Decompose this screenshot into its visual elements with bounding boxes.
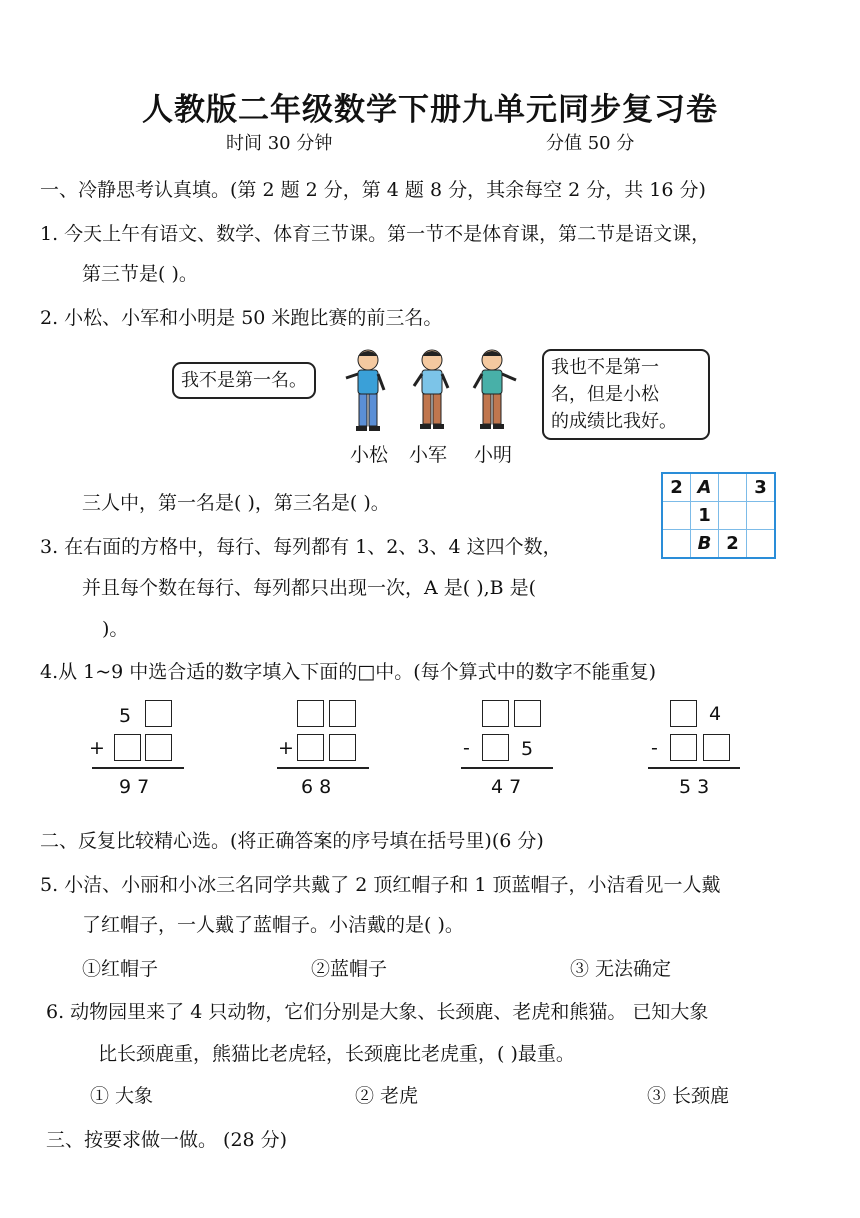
result: 5 3 (679, 776, 710, 798)
q2-answer-line: 三人中，第一名是( )，第三名是( )。 (82, 492, 390, 514)
digit: 4 (709, 703, 722, 725)
plus-sign: + (89, 737, 105, 759)
grid-cell (662, 502, 691, 530)
grid-cell: 1 (691, 502, 719, 530)
boy-xiaoming-figure (474, 350, 516, 429)
answer-box[interactable] (482, 700, 509, 727)
page-title: 人教版二年级数学下册九单元同步复习卷 (142, 92, 718, 128)
q5-option-2: ②蓝帽子 (311, 958, 388, 980)
section1-heading: 一、冷静思考认真填。(第 2 题 2 分，第 4 题 8 分，其余每空 2 分，共 16 分) (40, 179, 706, 201)
difference-line (461, 767, 553, 769)
q1-line2: 第三节是( )。 (82, 263, 198, 285)
grid-cell (719, 473, 747, 502)
grid-cell: 3 (747, 473, 776, 502)
answer-box[interactable] (114, 734, 141, 761)
plus-sign: + (278, 737, 294, 759)
grid-cell: B (691, 530, 719, 559)
q3-line3: )。 (102, 618, 129, 640)
q6-option-2: ② 老虎 (355, 1085, 419, 1107)
boys-illustration (340, 346, 540, 438)
answer-box[interactable] (145, 700, 172, 727)
q5-option-3: ③ 无法确定 (570, 958, 672, 980)
sum-line (277, 767, 369, 769)
grid-cell (662, 530, 691, 559)
q3-line1: 3. 在右面的方格中，每行、每列都有 1、2、3、4 这四个数， (40, 536, 562, 558)
answer-box[interactable] (703, 734, 730, 761)
q1-line1: 1. 今天上午有语文、数学、体育三节课。第一节不是体育课，第二节是语文课， (40, 223, 711, 245)
answer-box[interactable] (482, 734, 509, 761)
q3-line2: 并且每个数在每行、每列都只出现一次，A 是( ),B 是( (82, 577, 537, 599)
grid-cell (719, 502, 747, 530)
answer-box[interactable] (329, 734, 356, 761)
result: 4 7 (491, 776, 522, 798)
answer-box[interactable] (297, 734, 324, 761)
grid-cell: 2 (719, 530, 747, 559)
answer-box[interactable] (514, 700, 541, 727)
label-xiaoming: 小明 (474, 444, 513, 466)
section2-heading: 二、反复比较精心选。(将正确答案的序号填在括号里)(6 分) (40, 830, 544, 852)
bubble-right-line: 名，但是小松 (551, 384, 659, 405)
q6-option-3: ③ 长颈鹿 (647, 1085, 730, 1107)
result: 6 8 (301, 776, 332, 798)
grid-cell: A (691, 473, 719, 502)
speech-bubble-left: 我不是第一名。 (172, 362, 316, 399)
number-grid (661, 472, 776, 559)
total-score: 分值 50 分 (546, 133, 635, 154)
answer-box[interactable] (329, 700, 356, 727)
boy-xiaojun-figure (414, 350, 448, 429)
q5-line2: 了红帽子，一人戴了蓝帽子。小洁戴的是( )。 (82, 914, 464, 936)
q5-option-1: ①红帽子 (82, 958, 159, 980)
label-xiaojun: 小军 (409, 444, 448, 466)
q6-line1: 6. 动物园里来了 4 只动物，它们分别是大象、长颈鹿、老虎和熊猫。 已知大象 (46, 1001, 709, 1023)
grid-cell (747, 502, 776, 530)
grid-cell: 2 (662, 473, 691, 502)
q2-text: 2. 小松、小军和小明是 50 米跑比赛的前三名。 (40, 307, 443, 329)
q5-line1: 5. 小洁、小丽和小冰三名同学共戴了 2 顶红帽子和 1 顶蓝帽子，小洁看见一人戴 (40, 874, 721, 896)
bubble-right-line: 的成绩比我好。 (551, 411, 677, 432)
section3-heading: 三、按要求做一做。 (28 分) (46, 1129, 288, 1151)
answer-box[interactable] (145, 734, 172, 761)
digit: 5 (521, 738, 534, 760)
q4-text: 4.从 1~9 中选合适的数字填入下面的□中。(每个算式中的数字不能重复) (40, 661, 657, 683)
label-xiaosong: 小松 (350, 444, 389, 466)
minus-sign: - (463, 737, 470, 759)
q6-option-1: ① 大象 (90, 1085, 154, 1107)
minus-sign: - (651, 737, 658, 759)
result: 9 7 (119, 776, 150, 798)
grid-cell (747, 530, 776, 559)
speech-bubble-right (542, 349, 710, 440)
time-limit: 时间 30 分钟 (226, 133, 333, 154)
q6-line2: 比长颈鹿重，熊猫比老虎轻，长颈鹿比老虎重，( )最重。 (98, 1043, 575, 1065)
sum-line (92, 767, 184, 769)
boy-xiaosong-figure (346, 350, 384, 431)
difference-line (648, 767, 740, 769)
answer-box[interactable] (297, 700, 324, 727)
answer-box[interactable] (670, 700, 697, 727)
digit: 5 (119, 705, 132, 727)
answer-box[interactable] (670, 734, 697, 761)
bubble-right-line: 我也不是第一 (551, 357, 659, 378)
